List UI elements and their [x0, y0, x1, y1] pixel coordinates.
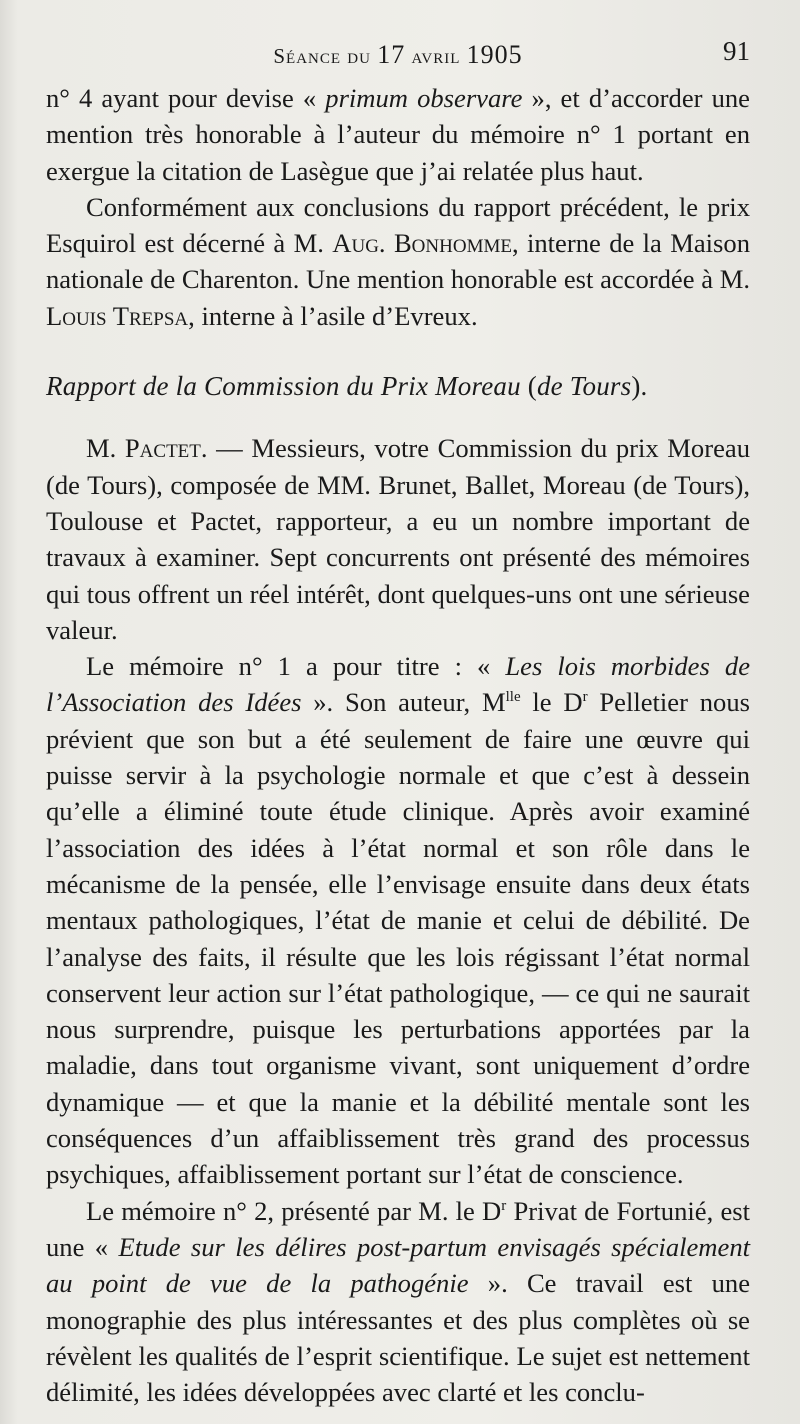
page-header [46, 36, 750, 80]
memoir-1-title: Les lois morbides de l’Association des Idées [46, 651, 750, 718]
running-head-prefix: Séance du [273, 44, 371, 68]
page-body [46, 80, 750, 1410]
paragraph-5: Le mémoire n° 2, présenté par M. le $D^r$ Privat de Fortunié, est une « Etude sur les délires post-partum envisagés spécialement au point de vue de la pathogénie ». Ce travail est une monographie des plus intéressantes et des plus complètes où se révèlent les qualités de l’esprit scientifique. Le sujet est nettement délimité, les idées développées avec clarté et les conclu- [46, 1195, 751, 1408]
running-head-year: 1905 [466, 40, 523, 69]
running-head [46, 40, 750, 70]
memoir-2-title: Etude sur les délires post-partum envisagés spécialement au point de vue de la pathogénie [46, 1231, 750, 1299]
paragraph-2: Conformément aux conclusions du rapport précédent, le prix Esquirol est décerné à M. Aug. Bonhomme, interne de la Maison nationale de Charenton. Une mention honorable est accordée à M. Louis Trepsa, interne à l’asile d’Evreux. [46, 191, 751, 331]
speaker-name: Pactet [124, 433, 201, 464]
paragraph-1: n° 4 ayant pour devise « primum observare », et d’accorder une mention très honorable à l’auteur du mémoire n° 1 portant en exergue la citation de Lasègue que j’ai relatée plus haut. [46, 83, 750, 186]
paragraph-4: Le mémoire n° 1 a pour titre : « Les lois morbides de l’Association des Idées ». Son auteur, $M^{lle}$ le $D^r$ Pelletier nous prévient que son but a été seulement de faire une œuvre qui puisse servir à la psychologie normale et que c’est à dessein qu’elle a éliminé toute étude clinique. Après avoir examiné l’association des idées à l’état normal et son rôle dans le mécanisme de la pensée, elle l’envisage ensuite dans deux états mentaux pathologiques, l’état de manie et celui de débilité. De l’analyse des faits, il résulte que les lois régissant l’état normal conservent leur action sur l’état pathologique, — ce qui ne saurait nous surprendre, puisque les perturbations apportées par la maladie, dans tout organisme vivant, sont uniquement d’ordre dynamique — et que la manie et la débilité mentale sont les conséquences d’un affaiblissement très grand des processus psychiques, affaiblissement portant sur l’état de conscience. [46, 651, 750, 1190]
running-head-day: 17 [377, 40, 406, 69]
quoted-motto: primum observare [325, 83, 523, 113]
laureate-name: Aug. Bonhomme [332, 228, 512, 259]
section-title: Rapport de la Commission du Prix Moreau (de Tours). [46, 371, 648, 402]
running-head-month: avril [411, 44, 461, 68]
page-number: 91 [723, 36, 750, 66]
paragraph-3: M. Pactet. — Messieurs, votre Commission du prix Moreau (de Tours), composée de MM. Brunet, Ballet, Moreau (de Tours), Toulouse et Pactet, rapporteur, a eu un nombre important de travaux à examiner. Sept concurrents ont présenté des mémoires qui tous offrent un réel intérêt, dont quelques-uns ont une sérieuse valeur. [46, 433, 750, 645]
honorable-mention-name: Louis Trepsa [46, 300, 189, 331]
